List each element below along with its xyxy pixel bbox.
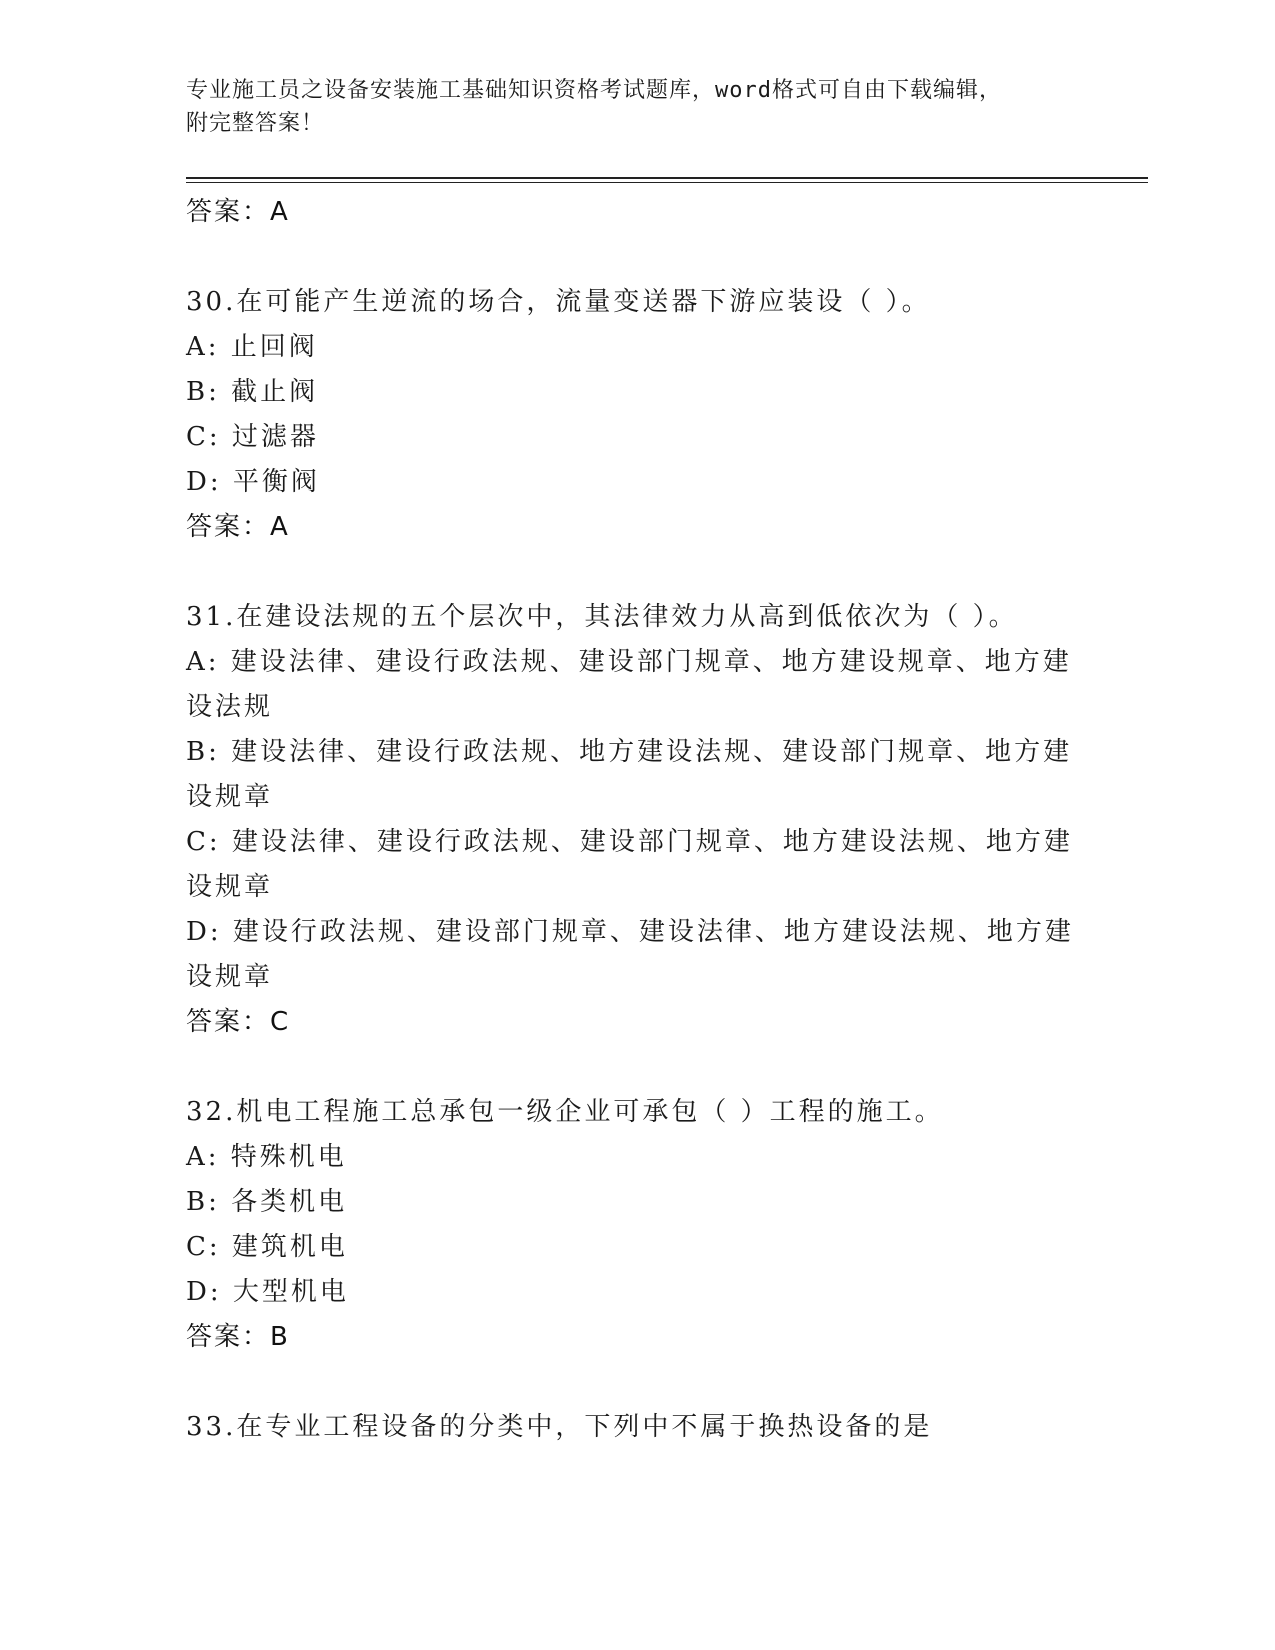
header-rule-thick [186,177,1148,179]
question-32 [186,1090,1086,1360]
answer: 答案：B [186,1322,290,1352]
option-d: D: 建设行政法规、建设部门规章、建设法律、地方建设法规、地方建设规章 [186,917,1074,992]
question-list [186,190,1086,1450]
question-stem: 33.在专业工程设备的分类中，下列中不属于换热设备的是 [186,1412,933,1442]
question-stem: 31.在建设法规的五个层次中，其法律效力从高到低依次为（ ）。 [186,602,1018,632]
question-stem: 30.在可能产生逆流的场合，流量变送器下游应装设（ ）。 [186,287,931,317]
option-c: C: 建设法律、建设行政法规、建设部门规章、地方建设法规、地方建设规章 [186,827,1073,902]
option-a: A: 止回阀 [186,332,318,362]
option-a: A: 特殊机电 [186,1142,347,1172]
header-rule-thin [186,182,1148,183]
option-a: A: 建设法律、建设行政法规、建设部门规章、地方建设规章、地方建设法规 [186,647,1072,722]
question-31 [186,595,1086,1045]
document-header [186,74,1086,140]
header-line-1: 专业施工员之设备安装施工基础知识资格考试题库，word格式可自由下载编辑， [186,78,1002,103]
question-stem: 32.机电工程施工总承包一级企业可承包（ ）工程的施工。 [186,1097,944,1127]
header-line-2: 附完整答案！ [186,111,325,136]
option-b: B: 各类机电 [186,1187,348,1217]
answer-previous: 答案：A [186,197,290,227]
question-30 [186,280,1086,550]
option-d: D: 大型机电 [186,1277,349,1307]
option-b: B: 建设法律、建设行政法规、地方建设法规、建设部门规章、地方建设规章 [186,737,1073,812]
question-33 [186,1405,1086,1450]
option-d: D: 平衡阀 [186,467,320,497]
answer: 答案：A [186,512,290,542]
option-c: C: 建筑机电 [186,1232,348,1262]
answer: 答案：C [186,1007,291,1037]
option-c: C: 过滤器 [186,422,319,452]
option-b: B: 截止阀 [186,377,319,407]
